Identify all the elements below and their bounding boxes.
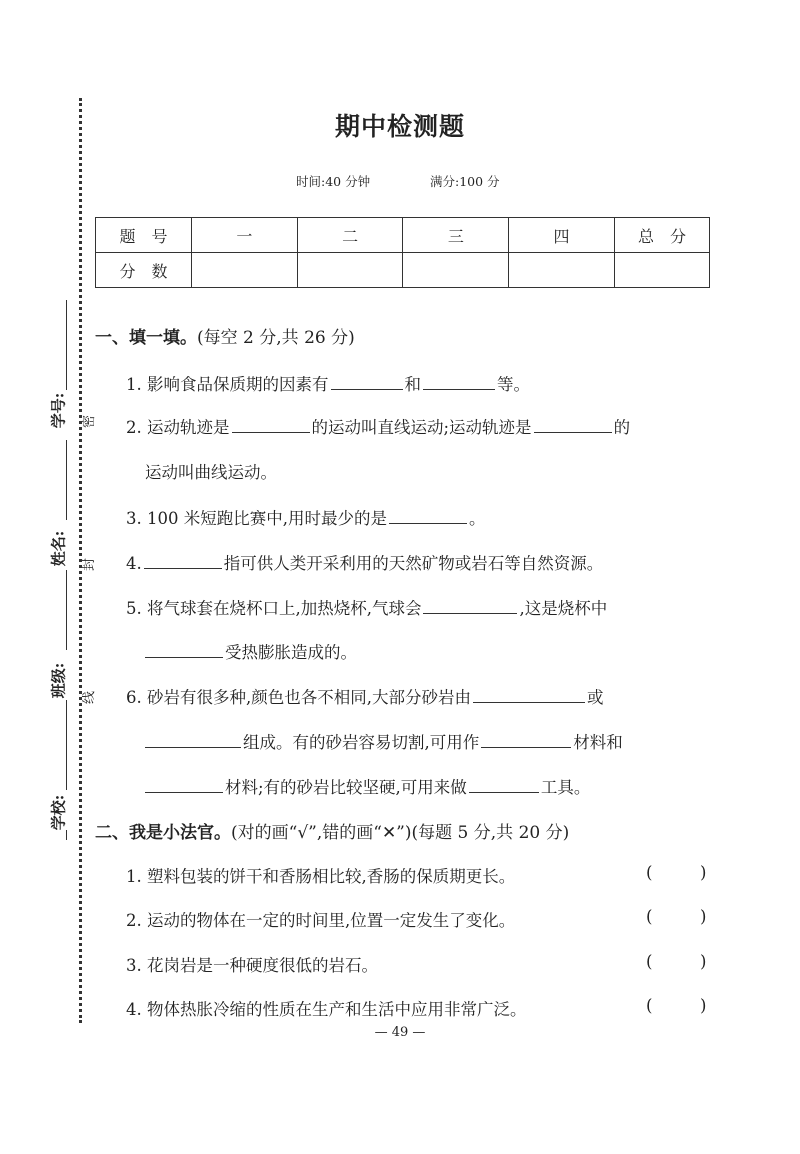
question-text: 2. 运动轨迹是: [126, 418, 230, 437]
question-text: 或: [586, 688, 604, 707]
answer-blank[interactable]: [469, 778, 539, 793]
page-title: 期中检测题: [334, 112, 465, 141]
seal-mi: 密: [82, 414, 98, 429]
answer-blank[interactable]: [145, 643, 223, 658]
question-text: ,这是烧杯中: [519, 599, 608, 618]
question-1-6: [126, 684, 603, 708]
judge-item-4: 4. 物体热胀冷缩的性质在生产和生活中应用非常广泛。: [126, 1000, 527, 1019]
question-text: 受热膨胀造成的。: [225, 643, 357, 662]
question-text: 3. 100 米短跑比赛中,用时最少的是: [126, 509, 387, 528]
question-text: 指可供人类开采利用的天然矿物或岩石等自然资源。: [223, 554, 604, 573]
table-header-cell: 总 分: [614, 218, 709, 253]
question-1-5: [126, 595, 607, 619]
score-table-score-row: [96, 253, 710, 288]
judge-item-1: 1. 塑料包装的饼干和香肠相比较,香肠的保质期更长。: [126, 867, 516, 886]
score-cell[interactable]: [614, 253, 709, 288]
question-text: 和: [404, 375, 421, 394]
question-text: 材料和: [573, 733, 623, 752]
answer-blank[interactable]: [331, 375, 403, 390]
question-text: 组成。有的砂岩容易切割,可用作: [243, 733, 480, 752]
judge-item-2: 2. 运动的物体在一定的时间里,位置一定发生了变化。: [126, 911, 516, 930]
answer-blank[interactable]: [145, 778, 223, 793]
section-2-note: (对的画“√”,错的画“✕”)(每题 5 分,共 20 分): [231, 823, 570, 843]
student-no-line: [66, 300, 67, 390]
student-no-label: 学号:: [49, 392, 68, 429]
section-1-title: 一、填一填。: [95, 328, 197, 348]
answer-blank[interactable]: [423, 375, 495, 390]
score-cell[interactable]: [509, 253, 615, 288]
question-text: 5. 将气球套在烧杯口上,加热烧杯,气球会: [126, 599, 422, 618]
score-cell[interactable]: [403, 253, 509, 288]
answer-blank[interactable]: [534, 418, 612, 433]
answer-blank[interactable]: [144, 554, 222, 569]
score-cell[interactable]: [192, 253, 298, 288]
section-1-note: (每空 2 分,共 26 分): [197, 328, 355, 348]
question-1-1: [126, 371, 530, 395]
answer-blank[interactable]: [232, 418, 310, 433]
score-cell[interactable]: [297, 253, 403, 288]
page-number: — 49 —: [374, 1025, 426, 1040]
answer-paren-close[interactable]: ): [700, 907, 707, 926]
answer-blank[interactable]: [423, 599, 517, 614]
question-1-2-cont: 运动叫曲线运动。: [145, 463, 277, 482]
question-1-5-cont: [145, 639, 357, 663]
answer-blank[interactable]: [473, 688, 585, 703]
question-text: 工具。: [540, 778, 591, 797]
section-1-heading: [95, 323, 355, 348]
name-line-top: [66, 440, 67, 520]
question-1-4: [126, 550, 603, 574]
question-1-2: [126, 414, 630, 438]
question-text: 6. 砂岩有很多种,颜色也各不相同,大部分砂岩由: [126, 688, 471, 707]
table-header-cell: 题 号: [96, 218, 192, 253]
full-score: 满分:100 分: [430, 174, 500, 189]
school-line-top: [66, 700, 67, 790]
question-text: 的: [613, 418, 631, 437]
answer-paren-open[interactable]: (: [646, 996, 653, 1015]
school-label: 学校:: [49, 794, 68, 831]
answer-paren-open[interactable]: (: [646, 952, 653, 971]
question-text: 的运动叫直线运动;运动轨迹是: [311, 418, 532, 437]
answer-blank[interactable]: [389, 509, 467, 524]
question-1-3: [126, 505, 485, 529]
seal-xian: 线: [82, 690, 98, 705]
answer-paren-close[interactable]: ): [700, 952, 707, 971]
table-header-cell: 一: [192, 218, 298, 253]
score-table: [95, 217, 710, 288]
question-text: 等。: [497, 375, 530, 394]
table-header-cell: 三: [403, 218, 509, 253]
question-1-6-cont-2: [145, 774, 590, 798]
judge-item-3: 3. 花岗岩是一种硬度很低的岩石。: [126, 956, 378, 975]
question-text: 1. 影响食品保质期的因素有: [126, 375, 329, 394]
answer-blank[interactable]: [145, 733, 241, 748]
question-text: 材料;有的砂岩比较坚硬,可用来做: [225, 778, 467, 797]
name-label: 姓名:: [49, 530, 68, 567]
class-label: 班级:: [49, 662, 68, 699]
answer-blank[interactable]: [481, 733, 571, 748]
table-header-cell: 四: [509, 218, 615, 253]
question-text: 4.: [126, 554, 142, 573]
question-text: 。: [468, 509, 486, 528]
section-2-heading: [95, 818, 569, 843]
time-limit: 时间:40 分钟: [296, 174, 371, 189]
table-row-label: 分 数: [96, 253, 192, 288]
table-header-cell: 二: [297, 218, 403, 253]
class-line-top: [66, 570, 67, 650]
answer-paren-open[interactable]: (: [646, 863, 653, 882]
answer-paren-close[interactable]: ): [700, 863, 707, 882]
section-2-title: 二、我是小法官。: [95, 823, 231, 843]
score-table-header-row: [96, 218, 710, 253]
question-1-6-cont-1: [145, 729, 623, 753]
school-line-bottom: [66, 830, 67, 840]
answer-paren-open[interactable]: (: [646, 907, 653, 926]
answer-paren-close[interactable]: ): [700, 996, 707, 1015]
seal-feng: 封: [82, 557, 98, 572]
